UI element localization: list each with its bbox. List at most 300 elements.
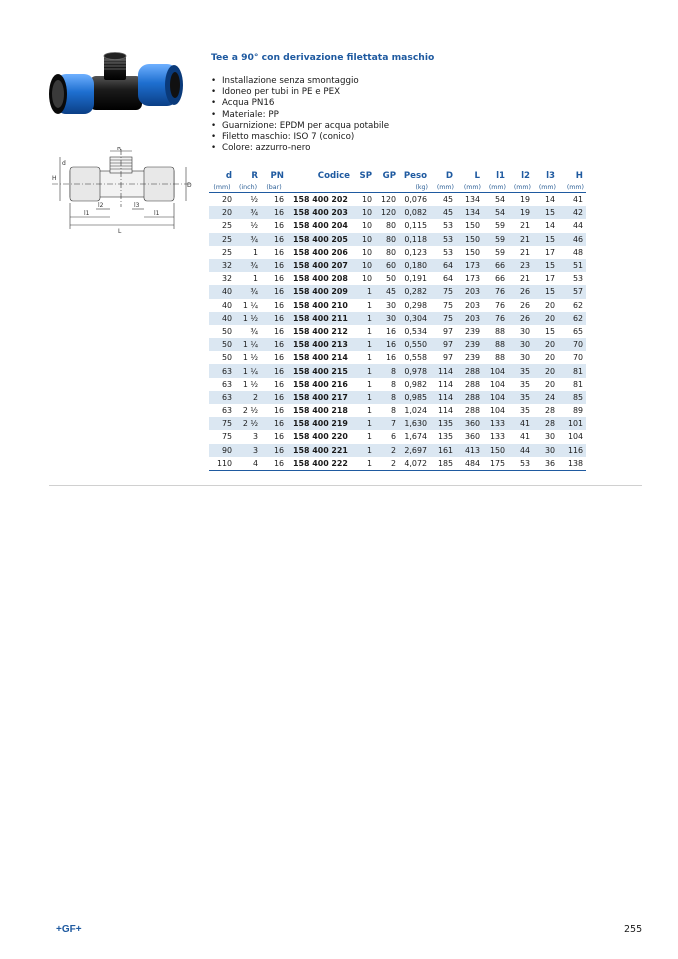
cell-gp: 50: [385, 274, 396, 284]
column-header-pn: PN: [270, 171, 284, 181]
cell-peso: 0,123: [404, 247, 427, 257]
cell-l: 288: [464, 406, 480, 416]
cell-l3: 15: [533, 259, 558, 272]
cell-l: 203: [456, 285, 483, 298]
cell-l2: 53: [508, 457, 533, 471]
cell-h: 42: [558, 206, 586, 219]
cell-outer-d: 97: [442, 353, 453, 363]
feature-item: [211, 132, 389, 143]
table-row: [209, 391, 586, 404]
cell-d: 63: [209, 364, 235, 377]
cell-l1: 133: [489, 432, 505, 442]
cell-sp: 1: [366, 406, 372, 416]
cell-l3: 30: [544, 432, 555, 442]
cell-h: 65: [572, 326, 583, 336]
cell-outer-d: 97: [442, 326, 453, 336]
table-row: [209, 233, 586, 246]
cell-l3: 20: [544, 379, 555, 389]
cell-h: 116: [558, 444, 586, 457]
unit-label: [375, 182, 399, 193]
cell-l3: 28: [533, 417, 558, 430]
cell-r: 4: [235, 457, 261, 471]
cell-l2: 35: [519, 406, 530, 416]
cell-l: 203: [464, 300, 480, 310]
cell-codice: 158 400 210: [293, 300, 348, 310]
unit-label: (mm): [533, 182, 558, 193]
cell-d: 110: [209, 457, 235, 471]
cell-outer-d: 53: [442, 247, 453, 257]
cell-l: 150: [464, 247, 480, 257]
table-row: [209, 364, 586, 377]
cell-l3: 15: [533, 285, 558, 298]
bullet-icon: •: [211, 143, 217, 154]
column-header-h: H: [575, 171, 583, 181]
cell-l3: 14: [544, 221, 555, 231]
dim-l1-left-label: l1: [84, 210, 90, 217]
cell-r: 1 ½: [242, 379, 258, 389]
cell-peso: 1,630: [399, 417, 430, 430]
cell-sp: 10: [361, 247, 372, 257]
cell-r: ¾: [235, 206, 261, 219]
cell-d: 32: [221, 274, 232, 284]
cell-gp: 8: [375, 364, 399, 377]
cell-peso: 0,076: [404, 195, 427, 205]
cell-codice: 158 400 221: [287, 444, 353, 457]
feature-item: [211, 76, 389, 87]
cell-l3: 17: [544, 247, 555, 257]
cell-pn: 16: [261, 206, 287, 219]
cell-h: 138: [558, 457, 586, 471]
dim-l1-right-label: l1: [154, 210, 160, 217]
cell-sp: 1: [366, 379, 372, 389]
page-number: 255: [624, 924, 643, 935]
cell-outer-d: 135: [430, 417, 456, 430]
cell-r: ½: [250, 221, 258, 231]
spec-table: [209, 170, 586, 471]
cell-r: 2 ½: [242, 406, 258, 416]
cell-r: 1 ½: [242, 353, 258, 363]
cell-codice: 158 400 217: [287, 391, 353, 404]
cell-pn: 16: [261, 364, 287, 377]
cell-l1: 54: [494, 195, 505, 205]
column-header-d: d: [225, 171, 232, 181]
cell-d: 40: [209, 312, 235, 325]
cell-d: 75: [209, 417, 235, 430]
cell-h: 81: [558, 364, 586, 377]
cell-sp: 1: [353, 364, 375, 377]
cell-codice: 158 400 207: [287, 259, 353, 272]
cell-l3: 20: [544, 353, 555, 363]
cell-peso: 0,982: [404, 379, 427, 389]
cell-l1: 59: [483, 233, 508, 246]
column-header-l2: l2: [521, 171, 530, 181]
cell-l2: 26: [508, 285, 533, 298]
table-row: [209, 325, 586, 338]
cell-gp: 80: [385, 247, 396, 257]
cell-h: 62: [558, 312, 586, 325]
feature-text: Acqua PN16: [222, 98, 275, 109]
cell-d: 63: [221, 379, 232, 389]
cell-codice: 158 400 212: [293, 326, 348, 336]
cell-l: 134: [456, 206, 483, 219]
cell-d: 25: [221, 221, 232, 231]
cell-codice: 158 400 216: [293, 379, 348, 389]
cell-gp: 60: [375, 259, 399, 272]
cell-l1: 66: [483, 259, 508, 272]
cell-codice: 158 400 214: [293, 353, 348, 363]
product-photo: [46, 50, 188, 122]
cell-l2: 41: [508, 417, 533, 430]
cell-pn: 16: [273, 353, 284, 363]
cell-outer-d: 114: [437, 406, 453, 416]
cell-peso: 0,304: [399, 312, 430, 325]
cell-l1: 54: [483, 206, 508, 219]
table-row: [209, 417, 586, 430]
cell-r: 1: [252, 274, 258, 284]
cell-l3: 17: [544, 274, 555, 284]
cell-gp: 2: [375, 444, 399, 457]
cell-outer-d: 135: [437, 432, 453, 442]
cell-h: 46: [558, 233, 586, 246]
cell-codice: 158 400 219: [287, 417, 353, 430]
cell-l2: 44: [508, 444, 533, 457]
section-divider: [49, 485, 642, 486]
cell-l3: 20: [544, 300, 555, 310]
cell-gp: 16: [375, 338, 399, 351]
cell-l: 203: [456, 312, 483, 325]
cell-peso: 0,550: [399, 338, 430, 351]
cell-codice: 158 400 211: [287, 312, 353, 325]
cell-pn: 16: [261, 457, 287, 471]
feature-item: [211, 110, 389, 121]
cell-d: 25: [221, 247, 232, 257]
cell-peso: 0,082: [399, 206, 430, 219]
unit-label: (mm): [508, 182, 533, 193]
feature-item: [211, 98, 389, 109]
cell-l1: 88: [494, 326, 505, 336]
cell-pn: 16: [273, 379, 284, 389]
cell-l: 173: [456, 259, 483, 272]
bullet-icon: •: [211, 120, 217, 131]
cell-pn: 16: [261, 391, 287, 404]
cell-peso: 0,558: [404, 353, 427, 363]
cell-r: ¾: [235, 233, 261, 246]
cell-l2: 21: [519, 221, 530, 231]
cell-h: 62: [572, 300, 583, 310]
cell-sp: 1: [353, 444, 375, 457]
cell-sp: 10: [353, 206, 375, 219]
cell-pn: 16: [261, 259, 287, 272]
cell-l2: 35: [519, 379, 530, 389]
cell-l3: 15: [544, 326, 555, 336]
cell-l1: 59: [494, 221, 505, 231]
cell-gp: 30: [375, 312, 399, 325]
cell-codice: 158 400 222: [287, 457, 353, 471]
cell-l: 150: [456, 233, 483, 246]
cell-pn: 16: [273, 432, 284, 442]
cell-pn: 16: [261, 285, 287, 298]
bullet-icon: •: [211, 109, 217, 120]
cell-outer-d: 114: [430, 391, 456, 404]
cell-pn: 16: [261, 233, 287, 246]
cell-l3: 28: [544, 406, 555, 416]
cell-r: 1 ¼: [235, 364, 261, 377]
cell-peso: 0,985: [399, 391, 430, 404]
cell-r: 2 ½: [235, 417, 261, 430]
cell-codice: 158 400 202: [293, 195, 348, 205]
cell-d: 63: [221, 406, 232, 416]
bullet-icon: •: [211, 132, 217, 143]
cell-l2: 35: [508, 364, 533, 377]
cell-l2: 30: [508, 338, 533, 351]
cell-codice: 158 400 218: [293, 406, 348, 416]
column-header-l3: l3: [546, 171, 555, 181]
cell-gp: 16: [385, 353, 396, 363]
cell-d: 50: [221, 326, 232, 336]
cell-gp: 6: [390, 432, 396, 442]
cell-l1: 104: [483, 391, 508, 404]
cell-pn: 16: [273, 221, 284, 231]
cell-h: 89: [572, 406, 583, 416]
cell-peso: 1,024: [404, 406, 427, 416]
cell-l2: 19: [519, 195, 530, 205]
cell-sp: 10: [361, 195, 372, 205]
dim-d-label: d: [62, 160, 66, 167]
cell-r: 3: [252, 432, 258, 442]
cell-gp: 80: [385, 221, 396, 231]
cell-d: 75: [221, 432, 232, 442]
cell-l1: 66: [494, 274, 505, 284]
cell-sp: 1: [353, 417, 375, 430]
cell-peso: 0,978: [399, 364, 430, 377]
cell-h: 70: [558, 338, 586, 351]
cell-sp: 1: [353, 338, 375, 351]
cell-outer-d: 75: [430, 312, 456, 325]
cell-h: 104: [567, 432, 583, 442]
unit-label: (mm): [558, 182, 586, 193]
cell-h: 85: [558, 391, 586, 404]
column-header-r: R: [251, 171, 258, 181]
cell-outer-d: 114: [437, 379, 453, 389]
feature-text: Colore: azzurro-nero: [222, 143, 311, 154]
cell-outer-d: 53: [442, 221, 453, 231]
cell-l1: 104: [489, 406, 505, 416]
cell-d: 63: [209, 391, 235, 404]
cell-d: 50: [221, 353, 232, 363]
cell-d: 40: [221, 300, 232, 310]
cell-h: 70: [572, 353, 583, 363]
cell-l: 288: [456, 364, 483, 377]
cell-l2: 41: [519, 432, 530, 442]
cell-l2: 23: [508, 259, 533, 272]
table-row: [209, 246, 586, 259]
cell-r: 1 ¼: [235, 338, 261, 351]
cell-codice: 158 400 206: [293, 247, 348, 257]
cell-l: 360: [464, 432, 480, 442]
cell-outer-d: 45: [442, 195, 453, 205]
cell-l: 484: [456, 457, 483, 471]
cell-d: 20: [221, 195, 232, 205]
unit-label: (mm): [430, 182, 456, 193]
cell-l1: 104: [489, 379, 505, 389]
bullet-icon: •: [211, 76, 217, 86]
cell-l3: 20: [533, 364, 558, 377]
unit-label: (kg): [399, 182, 430, 193]
cell-h: 51: [558, 259, 586, 272]
column-header-gp: GP: [382, 171, 396, 181]
cell-peso: 0,191: [404, 274, 427, 284]
cell-l1: 175: [483, 457, 508, 471]
cell-peso: 0,534: [404, 326, 427, 336]
cell-l3: 30: [533, 444, 558, 457]
cell-pn: 16: [261, 312, 287, 325]
cell-l2: 30: [519, 353, 530, 363]
cell-r: 1: [252, 247, 258, 257]
cell-gp: 45: [375, 285, 399, 298]
bullet-icon: •: [211, 87, 217, 98]
table-row: [209, 430, 586, 443]
cell-gp: 2: [375, 457, 399, 471]
cell-l3: 36: [533, 457, 558, 471]
cell-gp: 30: [385, 300, 396, 310]
cell-l1: 88: [483, 338, 508, 351]
cell-l1: 133: [483, 417, 508, 430]
cell-codice: 158 400 213: [287, 338, 353, 351]
cell-codice: 158 400 204: [293, 221, 348, 231]
column-header-l1: l1: [496, 171, 505, 181]
cell-l: 173: [464, 274, 480, 284]
cell-l3: 15: [533, 233, 558, 246]
cell-gp: 80: [375, 233, 399, 246]
cell-r: 3: [235, 444, 261, 457]
unit-label: (mm): [209, 182, 235, 193]
cell-gp: 16: [385, 326, 396, 336]
cell-d: 90: [209, 444, 235, 457]
cell-codice: 158 400 203: [287, 206, 353, 219]
cell-sp: 1: [366, 300, 372, 310]
cell-gp: 120: [375, 206, 399, 219]
cell-h: 44: [572, 221, 583, 231]
cell-gp: 8: [375, 391, 399, 404]
dim-l3-label: l3: [134, 202, 140, 209]
feature-list: [211, 76, 389, 154]
technical-drawing: [48, 147, 196, 239]
cell-sp: 1: [353, 391, 375, 404]
feature-item: [211, 121, 389, 132]
cell-peso: 2,697: [399, 444, 430, 457]
column-header-l: L: [474, 171, 480, 181]
cell-d: 20: [209, 206, 235, 219]
column-header-peso: Peso: [403, 171, 427, 181]
cell-h: 101: [558, 417, 586, 430]
unit-label: (mm): [456, 182, 483, 193]
cell-pn: 16: [273, 274, 284, 284]
cell-outer-d: 97: [430, 338, 456, 351]
unit-label: (mm): [483, 182, 508, 193]
cell-codice: 158 400 209: [287, 285, 353, 298]
unit-label: (bar): [261, 182, 287, 193]
product-title: Tee a 90° con derivazione filettata maschio: [211, 52, 435, 63]
cell-r: ¾: [250, 326, 258, 336]
cell-l: 239: [464, 353, 480, 363]
cell-l: 360: [456, 417, 483, 430]
table-row: [209, 272, 586, 285]
cell-peso: 4,072: [399, 457, 430, 471]
table-row: [209, 338, 586, 351]
table-row: [209, 312, 586, 325]
cell-h: 48: [572, 247, 583, 257]
cell-pn: 16: [261, 338, 287, 351]
cell-l1: 150: [483, 444, 508, 457]
cell-d: 32: [209, 259, 235, 272]
cell-peso: 0,180: [399, 259, 430, 272]
cell-outer-d: 64: [430, 259, 456, 272]
cell-pn: 16: [273, 406, 284, 416]
cell-l1: 76: [483, 285, 508, 298]
cell-d: 25: [209, 233, 235, 246]
cell-l1: 76: [483, 312, 508, 325]
cell-l: 239: [456, 338, 483, 351]
cell-peso: 0,118: [399, 233, 430, 246]
cell-pn: 16: [273, 195, 284, 205]
table-row: [209, 206, 586, 219]
cell-l1: 59: [494, 247, 505, 257]
cell-sp: 1: [366, 353, 372, 363]
gf-logo: +GF+: [56, 924, 82, 935]
table-row: [209, 444, 586, 457]
feature-item: [211, 87, 389, 98]
cell-l3: 24: [533, 391, 558, 404]
column-header-codice: Codice: [317, 171, 350, 181]
cell-l: 288: [464, 379, 480, 389]
unit-label: [353, 182, 375, 193]
cell-r: 1 ½: [235, 312, 261, 325]
feature-text: Idoneo per tubi in PE e PEX: [222, 87, 341, 98]
cell-peso: 1,674: [404, 432, 427, 442]
cell-r: ¾: [235, 285, 261, 298]
cell-d: 40: [209, 285, 235, 298]
header-row: [209, 170, 586, 182]
column-header-outer-d: D: [445, 171, 453, 181]
cell-outer-d: 185: [430, 457, 456, 471]
feature-text: Installazione senza smontaggio: [222, 76, 359, 86]
cell-peso: 0,282: [399, 285, 430, 298]
cell-l3: 20: [533, 312, 558, 325]
cell-sp: 1: [366, 326, 372, 336]
feature-text: Materiale: PP: [222, 109, 279, 120]
cell-l1: 104: [483, 364, 508, 377]
cell-sp: 1: [353, 312, 375, 325]
cell-gp: 7: [375, 417, 399, 430]
unit-label: (inch): [235, 182, 261, 193]
cell-outer-d: 114: [430, 364, 456, 377]
cell-r: ¾: [235, 259, 261, 272]
cell-l: 239: [464, 326, 480, 336]
cell-h: 53: [572, 274, 583, 284]
table-row: [209, 351, 586, 364]
cell-l: 288: [456, 391, 483, 404]
cell-l1: 88: [494, 353, 505, 363]
table-row: [209, 219, 586, 232]
cell-l3: 15: [533, 206, 558, 219]
cell-sp: 1: [353, 457, 375, 471]
units-row: [209, 182, 586, 193]
cell-h: 57: [558, 285, 586, 298]
cell-pn: 16: [261, 444, 287, 457]
column-header-sp: SP: [359, 171, 372, 181]
cell-pn: 16: [273, 300, 284, 310]
cell-codice: 158 400 215: [287, 364, 353, 377]
